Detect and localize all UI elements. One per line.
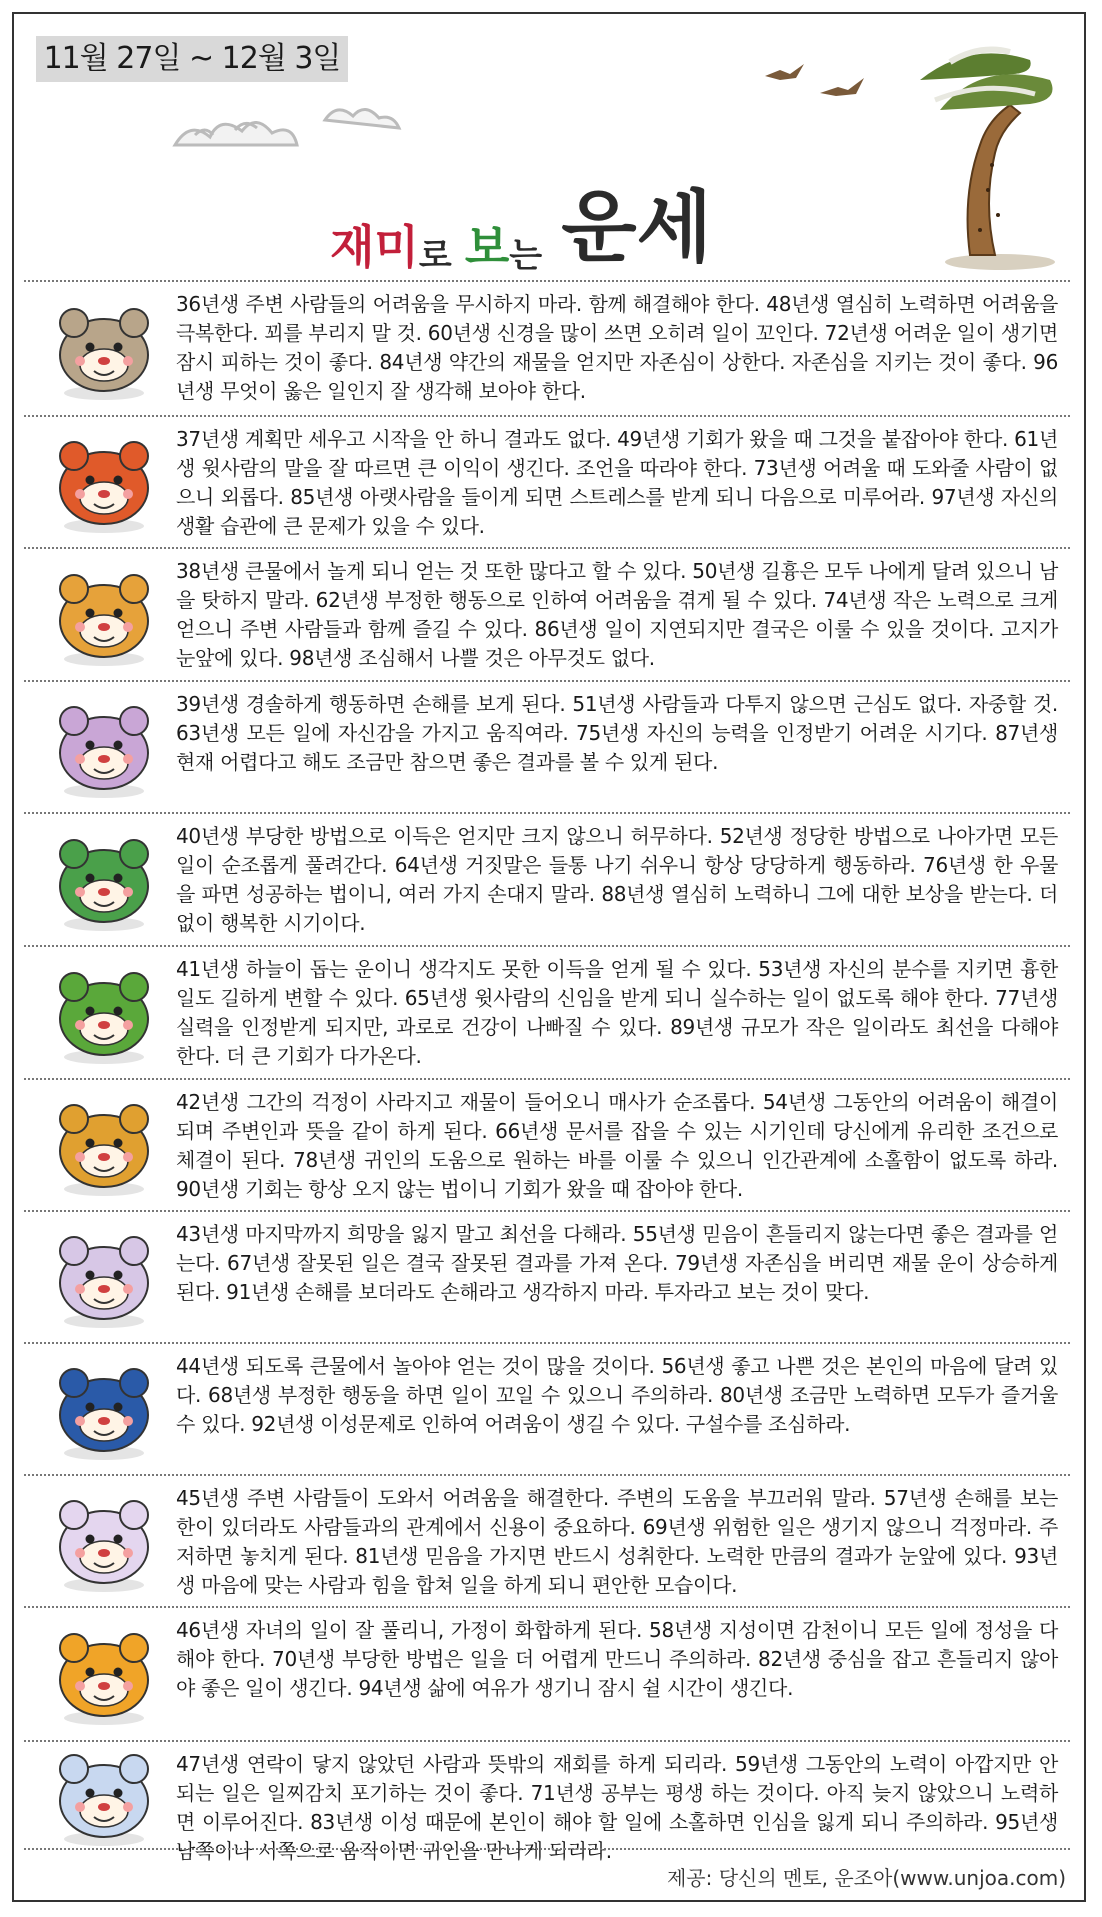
list-item <box>24 1474 1070 1606</box>
list-item <box>24 1740 1070 1863</box>
list-item <box>24 812 1070 945</box>
fortune-text: 40년생 부당한 방법으로 이득은 얻지만 크지 않으니 허무하다. 52년생 정당한 방법으로 나아가면 모든 일이 순조롭게 풀려간다. 64년생 거짓말은 들통 나기 쉬우니 항상 당당하게 행동하라. 76년생 한 우물을 파면 성공하는 법이니, 여러 가지 손대지 말라. 88년생 열심히 노력하니 그에 대한 보상을 받는다. 더없이 행복한 시기이다. <box>176 824 1058 935</box>
list-item <box>24 547 1070 680</box>
date-range: 11월 27일 ~ 12월 3일 <box>36 36 348 82</box>
fortune-text: 44년생 되도록 큰물에서 놀아야 얻는 것이 많을 것이다. 56년생 좋고 나쁜 것은 본인의 마음에 달려 있다. 68년생 부정한 행동을 하면 일이 꼬일 수 있으니 주의하라. 80년생 조금만 노력하면 모두가 즐거울 수 있다. 92년생 이성문제로 인하여 어려움이 생길 수 있다. 구설수를 조심하라. <box>176 1354 1058 1436</box>
rooster-icon <box>40 1487 168 1597</box>
list-item <box>24 1606 1070 1740</box>
sheep-icon <box>40 1223 168 1333</box>
monkey-icon <box>40 1355 168 1465</box>
list-item <box>24 415 1070 547</box>
tiger-icon <box>40 561 168 671</box>
dragon-icon <box>40 826 168 936</box>
title-part3: 보 <box>464 220 510 274</box>
pine-tree-icon <box>880 40 1070 270</box>
rabbit-icon <box>40 693 168 803</box>
cloud-icon <box>165 90 425 170</box>
title-part2: 로 <box>418 236 452 276</box>
fortune-text: 38년생 큰물에서 놀게 되니 얻는 것 또한 많다고 할 수 있다. 50년생 길흉은 모두 나에게 달려 있으니 남을 탓하지 말라. 62년생 부정한 행동으로 인하여 어려움을 겪게 될 수 있다. 74년생 작은 노력으로 크게 얻으니 주변 사람들과 함께 즐길 수 있다. 86년생 일이 지연되지만 결국은 이룰 수 있을 것이다. 고지가 눈앞에 있다. 98년생 조심해서 나쁠 것은 아무것도 없다. <box>176 559 1058 670</box>
fortune-text: 47년생 연락이 닿지 않았던 사람과 뜻밖의 재회를 하게 되리라. 59년생 그동안의 노력이 아깝지만 안 되는 일은 일찌감치 포기하는 것이 좋다. 71년생 공부는 평생 하는 것이다. 아직 늦지 않았으니 노력하면 이루어진다. 83년생 이성 때문에 본인이 해야 할 일에 소홀하면 인심을 잃게 되니 주의하라. 95년생 남쪽이나 서쪽으로 움직이면 귀인을 만나게 되리라. <box>176 1752 1058 1863</box>
fortune-text: 45년생 주변 사람들이 도와서 어려움을 해결한다. 주변의 도움을 부끄러워 말라. 57년생 손해를 보는 한이 있더라도 사람들과의 관계에서 신용이 중요하다. 69년생 위험한 일은 생기지 않으니 걱정마라. 주저하면 놓치게 된다. 81년생 믿음을 가지면 반드시 성취한다. 노력한 만큼의 결과가 눈앞에 있다. 93년생 마음에 맞는 사람과 힘을 합쳐 일을 하게 되니 편안한 모습이다. <box>176 1486 1058 1597</box>
snake-icon <box>40 959 168 1069</box>
title-part4: 는 <box>509 236 543 276</box>
pig-icon <box>40 1741 168 1851</box>
fortune-text: 46년생 자녀의 일이 잘 풀리니, 가정이 화합하게 된다. 58년생 지성이면 감천이니 모든 일에 정성을 다해야 한다. 70년생 부당한 방법은 일을 더 어렵게 만드니 주의하라. 82년생 중심을 잡고 흔들리지 않아야 좋은 일이 생긴다. 94년생 삶에 여유가 생기니 잠시 쉴 시간이 생긴다. <box>176 1618 1058 1700</box>
list-item <box>24 1210 1070 1342</box>
fortune-text: 41년생 하늘이 돕는 운이니 생각지도 못한 이득을 얻게 될 수 있다. 53년생 자신의 분수를 지키면 흉한 일도 길하게 변할 수 있다. 65년생 윗사람의 신임을 받게 되니 실수하는 일이 없도록 해야 한다. 77년생 실력을 인정받게 되지만, 과로로 건강이 나빠질 수 있다. 89년생 규모가 작은 일이라도 최선을 다해야 한다. 더 큰 기회가 다가온다. <box>176 957 1058 1068</box>
fortune-text: 42년생 그간의 걱정이 사라지고 재물이 들어오니 매사가 순조롭다. 54년생 그동안의 어려움이 해결이 되며 주변인과 뜻을 같이 하게 된다. 66년생 문서를 잡을 수 있는 시기인데 당신에게 유리한 조건으로 체결이 된다. 78년생 귀인의 도움으로 원하는 바를 이룰 수 있으니 인간관계에 소홀함이 없도록 하라. 90년생 기회는 항상 오지 않는 법이니 기회가 왔을 때 잡아야 한다. <box>176 1090 1058 1201</box>
ox-icon <box>40 428 168 538</box>
title-part5: 운세 <box>561 182 712 273</box>
horse-icon <box>40 1091 168 1201</box>
title-part1: 재미 <box>330 220 419 274</box>
fortune-text: 37년생 계획만 세우고 시작을 안 하니 결과도 없다. 49년생 기회가 왔을 때 그것을 붙잡아야 한다. 61년생 윗사람의 말을 잘 따르면 큰 이익이 생긴다. 조언을 따라야 한다. 73년생 어려울 때 도와줄 사람이 없으니 외롭다. 85년생 아랫사람을 들이게 되면 스트레스를 받게 되니 다음으로 미루어라. 97년생 자신의 생활 습관에 큰 문제가 있을 수 있다. <box>176 427 1058 538</box>
dog-icon <box>40 1620 168 1730</box>
rat-icon <box>40 295 168 405</box>
list-item <box>24 280 1070 415</box>
list-item <box>24 680 1070 812</box>
list-item <box>24 1078 1070 1210</box>
fortune-text: 36년생 주변 사람들의 어려움을 무시하지 마라. 함께 해결해야 한다. 48년생 열심히 노력하면 어려움을 극복한다. 꾀를 부리지 말 것. 60년생 신경을 많이 쓰면 오히려 일이 꼬인다. 72년생 어려운 일이 생기면 잠시 피하는 것이 좋다. 84년생 약간의 재물을 얻지만 자존심이 상한다. 자존심을 지키는 것이 좋다. 96년생 무엇이 옳은 일인지 잘 생각해 보아야 한다. <box>176 292 1058 403</box>
source-credit: 제공: 당신의 멘토, 운조아(www.unjoa.com) <box>666 1866 1066 1890</box>
page-title <box>330 165 830 275</box>
list-item <box>24 1342 1070 1474</box>
fortune-text: 39년생 경솔하게 행동하면 손해를 보게 된다. 51년생 사람들과 다투지 않으면 근심도 없다. 자중할 것. 63년생 모든 일에 자신감을 가지고 움직여라. 75년생 자신의 능력을 인정받기 어려운 시기다. 87년생 현재 어렵다고 해도 조금만 참으면 좋은 결과를 볼 수 있게 된다. <box>176 692 1058 774</box>
list-item <box>24 945 1070 1078</box>
fortune-text: 43년생 마지막까지 희망을 잃지 말고 최선을 다해라. 55년생 믿음이 흔들리지 않는다면 좋은 결과를 얻는다. 67년생 잘못된 일은 결국 잘못된 결과를 가져 온다. 79년생 자존심을 버리면 재물 운이 상승하게 된다. 91년생 손해를 보더라도 손해라고 생각하지 마라. 투자라고 보는 것이 맞다. <box>176 1222 1058 1304</box>
bottom-divider <box>24 1848 1070 1850</box>
